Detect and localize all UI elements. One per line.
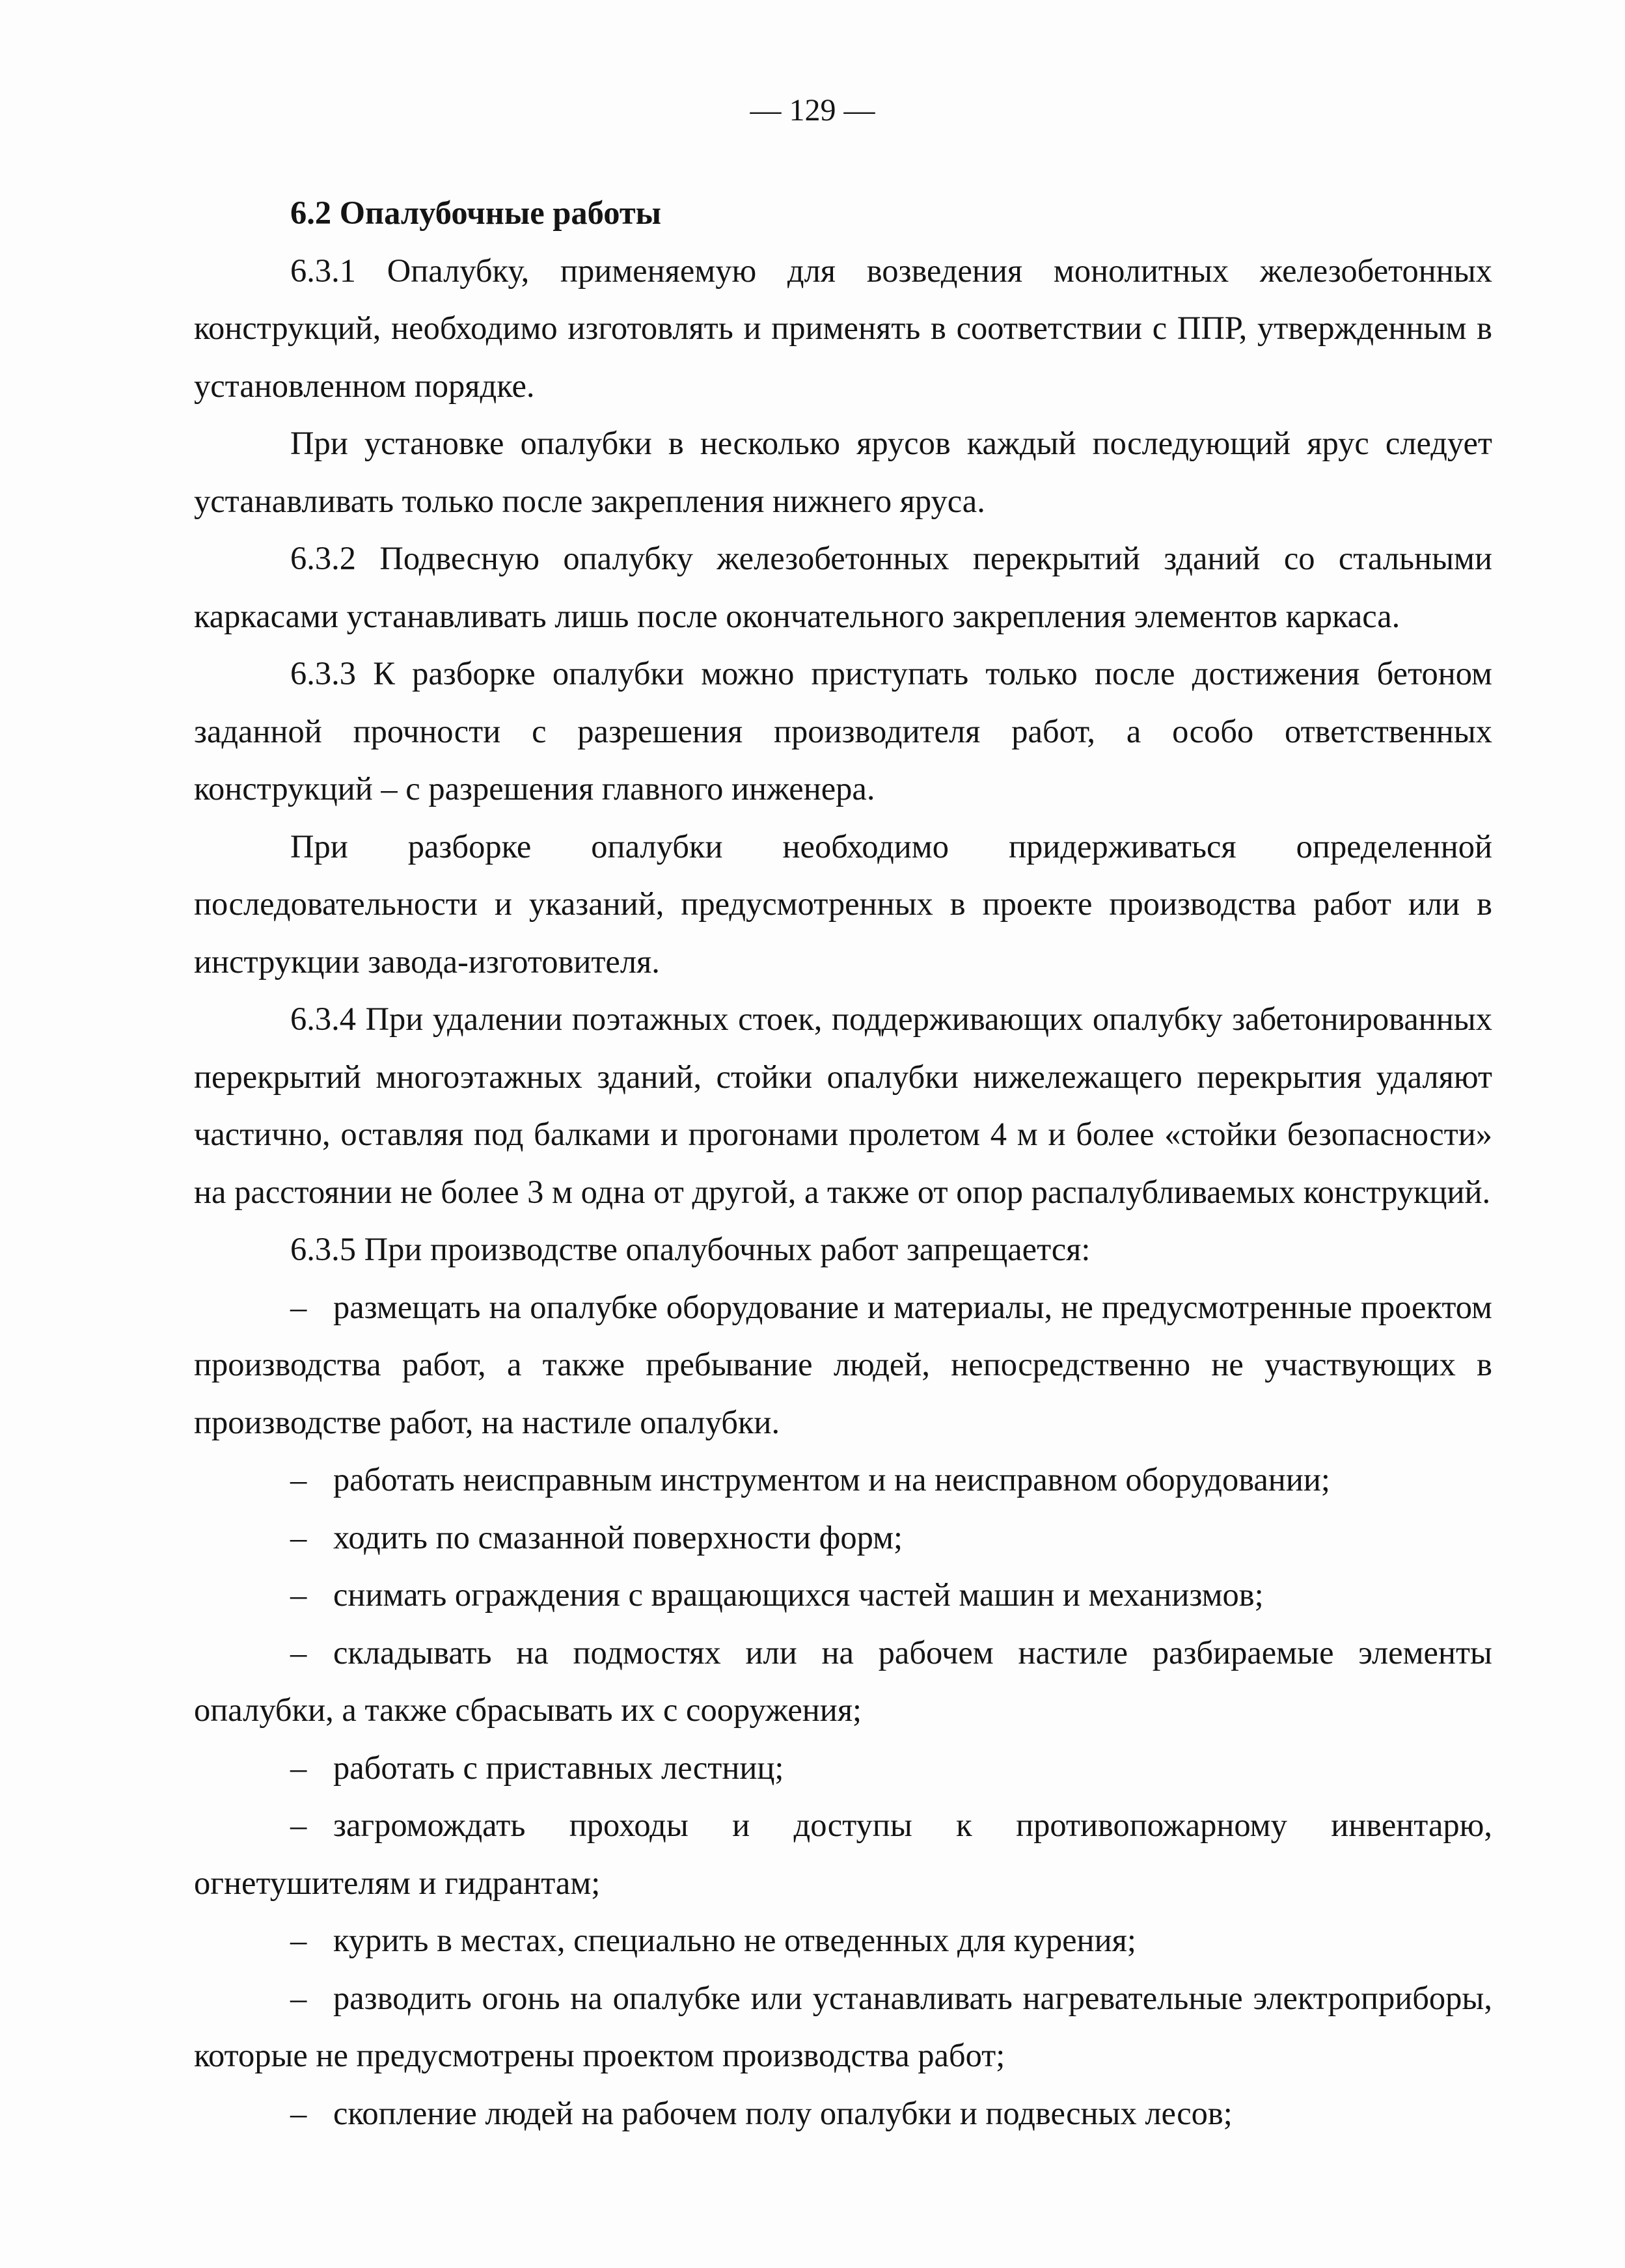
bullet-dash: – — [290, 1519, 307, 1556]
page-number: — 129 — — [750, 93, 875, 128]
prohibitions-list — [194, 1278, 1492, 2142]
document-body — [194, 184, 1492, 2142]
paragraph-tiers: При установке опалубки в несколько ярусов каждый последующий ярус следует устанавливать только после закрепления нижнего яруса. — [194, 425, 1492, 519]
paragraph-6-3-5: 6.3.5 При производстве опалубочных работ запрещается: — [290, 1231, 1091, 1267]
list-item — [194, 1451, 1492, 1509]
section-title: 6.2 Опалубочные работы — [290, 195, 662, 231]
bullet-dash: – — [290, 1807, 307, 1843]
paragraph-6-3-4: 6.3.4 При удалении поэтажных стоек, поддерживающих опалубку забетонированных перекрытий многоэтажных зданий, стойки опалубки нижележащего перекрытия удаляют частично, оставляя под балками и прогонами пролетом 4 м и более «стойки безопасности» на расстоянии не более 3 м одна от другой, а также от опор распалубливаемых конструкций. — [194, 1001, 1492, 1210]
list-item-text: работать неисправным инструментом и на неисправном оборудовании; — [333, 1461, 1330, 1498]
paragraph-6-3-1: 6.3.1 Опалубку, применяемую для возведения монолитных железобетонных конструкций, необходимо изготовлять и применять в соответствии с ППР, утвержденным в установленном порядке. — [194, 252, 1492, 404]
list-item-text: размещать на опалубке оборудование и материалы, не предусмотренные проектом производства работ, а также пребывание людей, непосредственно не участвующих в производстве работ, на настиле опалубки. — [194, 1288, 1492, 1440]
list-item — [194, 1509, 1492, 1567]
list-item — [194, 1739, 1492, 1797]
list-item — [194, 1911, 1492, 1969]
bullet-dash: – — [290, 1749, 307, 1786]
list-item-text: загромождать проходы и доступы к противопожарному инвентарю, огнетушителям и гидрантам; — [194, 1807, 1492, 1901]
list-item — [194, 2085, 1492, 2142]
list-item — [194, 1566, 1492, 1624]
bullet-dash: – — [290, 1576, 307, 1613]
bullet-dash: – — [290, 1922, 307, 1958]
list-item-text: ходить по смазанной поверхности форм; — [333, 1519, 903, 1556]
bullet-dash: – — [290, 1288, 307, 1325]
list-item — [194, 1796, 1492, 1911]
list-item-text: работать с приставных лестниц; — [333, 1749, 784, 1786]
paragraph-6-3-2: 6.3.2 Подвесную опалубку железобетонных перекрытий зданий со стальными каркасами устанавливать лишь после окончательного закрепления элементов каркаса. — [194, 540, 1492, 634]
list-item-text: снимать ограждения с вращающихся частей машин и механизмов; — [333, 1576, 1264, 1613]
bullet-dash: – — [290, 1461, 307, 1498]
bullet-dash: – — [290, 1979, 307, 2016]
paragraph-dismantling: При разборке опалубки необходимо придерживаться определенной последовательности и указаний, предусмотренных в проекте производства работ или в инструкции завода-изготовителя. — [194, 828, 1492, 980]
list-item — [194, 1969, 1492, 2085]
paragraph-6-3-3: 6.3.3 К разборке опалубки можно приступать только после достижения бетоном заданной прочности с разрешения производителя работ, а особо ответственных конструкций – с разрешения главного инженера. — [194, 655, 1492, 807]
list-item — [194, 1624, 1492, 1739]
list-item-text: разводить огонь на опалубке или устанавливать нагревательные электроприборы, которые не предусмотрены проектом производства работ; — [194, 1979, 1492, 2073]
bullet-dash: – — [290, 2094, 307, 2131]
bullet-dash: – — [290, 1634, 307, 1671]
list-item-text: курить в местах, специально не отведенных для курения; — [333, 1922, 1136, 1958]
list-item-text: складывать на подмостях или на рабочем настиле разбираемые элементы опалубки, а также сбрасывать их с сооружения; — [194, 1634, 1492, 1728]
list-item-text: скопление людей на рабочем полу опалубки и подвесных лесов; — [333, 2094, 1233, 2131]
list-item — [194, 1278, 1492, 1451]
